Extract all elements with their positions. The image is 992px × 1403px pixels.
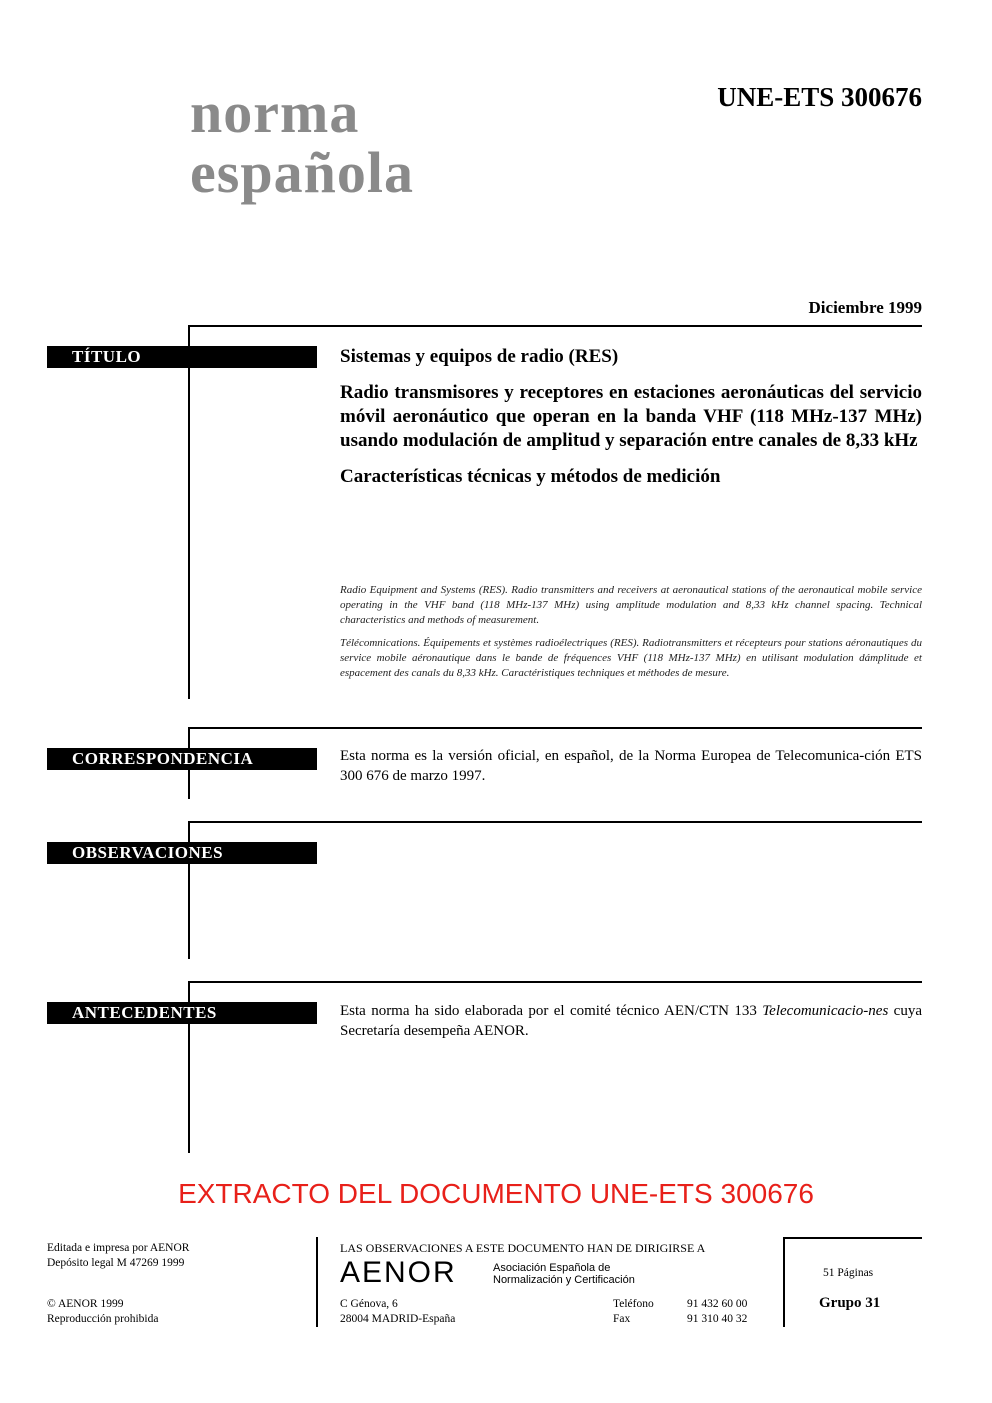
committee-name: Telecomunicacio-nes [762,1003,889,1019]
title-part: Características técnicas y métodos de medición [340,466,721,487]
aenor-logo: AENOR [340,1256,457,1289]
edited-by: Editada e impresa por AENOR [47,1242,190,1254]
section-vertical-rule [188,325,190,699]
extract-notice: EXTRACTO DEL DOCUMENTO UNE-ETS 300676 [178,1178,814,1209]
publication-date: Diciembre 1999 [808,298,922,317]
aenor-name-line2: Normalización y Certificación [493,1274,635,1286]
fax-number: 91 310 40 32 [687,1313,748,1325]
brand-line1: norma [190,80,360,145]
section-divider [188,821,922,823]
observations-header: LAS OBSERVACIONES A ESTE DOCUMENTO HAN DE DIRIGIRSE A [340,1241,706,1255]
footer-divider [316,1237,318,1327]
correspondencia-text: Esta norma es la versión oficial, en español, de la Norma Europea de Telecomunica-ción ETS 300 676 de marzo 1997. [340,748,922,784]
fax-label: Fax [613,1313,631,1325]
section-label-observaciones: OBSERVACIONES [47,842,317,864]
aenor-address [340,1297,455,1327]
section-label-correspondencia: CORRESPONDENCIA [47,748,317,770]
phone-label: Teléfono [613,1298,654,1310]
english-title: Radio Equipment and Systems (RES). Radio transmitters and receivers at aeronautical stations of the aeronautical mobile service operating in the VHF band (118 MHz-137 MHz) using amplitude modulation and 8,33 kHz channel spacing. Technical characteristics and methods of measurement. [340,584,922,626]
footer-publisher [47,1241,189,1271]
phone-number: 91 432 60 00 [687,1298,748,1310]
section-label-antecedentes: ANTECEDENTES [47,1002,317,1024]
legal-deposit: Depósito legal M 47269 1999 [47,1257,185,1269]
title-block [340,345,922,501]
contact-values [687,1297,747,1327]
page-count: 51 Páginas [823,1267,874,1279]
section-divider [188,981,922,983]
reproduction-notice: Reproducción prohibida [47,1313,159,1325]
address-street: C Génova, 6 [340,1298,398,1310]
antecedentes-text [340,1001,922,1041]
aenor-name-line1: Asociación Española de [493,1262,611,1274]
address-city: 28004 MADRID-España [340,1313,456,1325]
translated-titles [340,583,922,689]
footer-copyright [47,1297,158,1327]
section-label-titulo: TÍTULO [47,346,317,368]
page-info-side-rule [783,1237,785,1327]
copyright: © AENOR 1999 [47,1298,124,1310]
section-divider [188,325,922,327]
title-main: Radio transmisores y receptores en estaciones aeronáuticas del servicio móvil aeronáutico que operan en la banda VHF (118 MHz-137 MHz) usando modulación de amplitud y separación entre canales de 8,33 kHz [340,382,922,451]
antecedentes-text-start: Esta norma ha sido elaborada por el comité técnico AEN/CTN 133 [340,1003,763,1019]
price-group: Grupo 31 [819,1295,881,1311]
page-info-top-rule [783,1237,922,1239]
brand-line2: española [190,140,414,205]
standard-number: UNE-ETS 300676 [717,82,922,112]
section-divider [188,727,922,729]
french-title: Télécomnications. Équipements et systèmes radioélectriques (RES). Radiotransmitters et récepteurs pour stations aéronautiques du service mobile aéronautique dans le bande de fréquences VHF (118 MHz-137 MHz) en utilisant modulation dámplitude et espacement des canals du 8,33 kHz. Caractéristiques techniques et méthodes de mesure. [340,637,922,679]
contact-labels [613,1297,654,1327]
antecedentes-text-end: cuya Secretaría desempeña AENOR. [340,1003,922,1039]
aenor-full-name [493,1262,635,1286]
title-series: Sistemas y equipos de radio (RES) [340,346,619,367]
